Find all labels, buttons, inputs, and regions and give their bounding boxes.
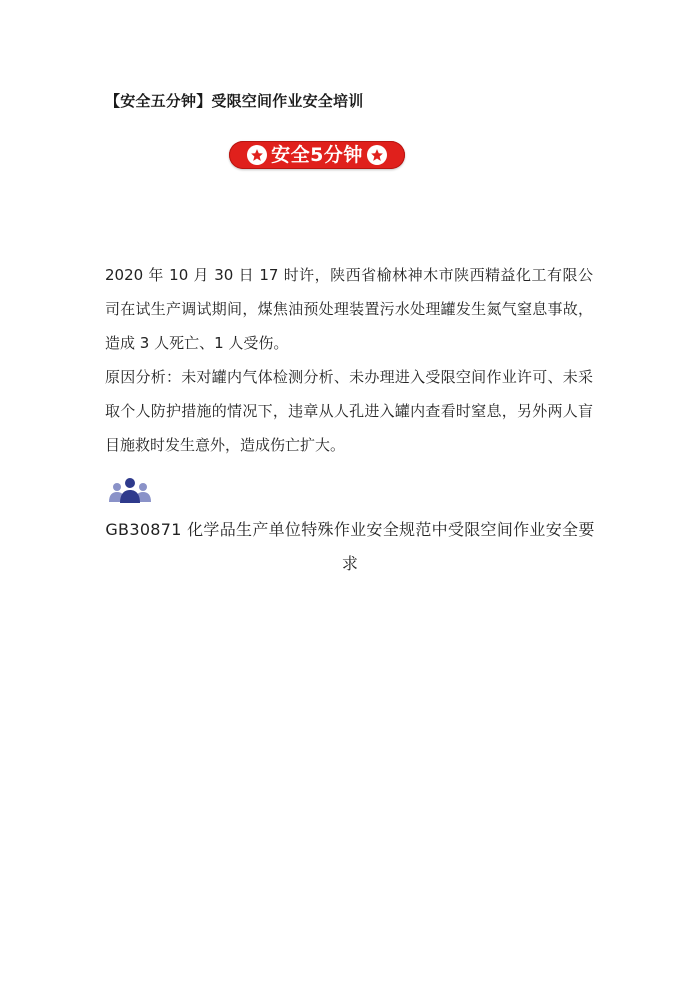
star-icon <box>247 145 267 165</box>
cause-analysis-paragraph: 原因分析：未对罐内气体检测分析、未办理进入受限空间作业许可、未采取个人防护措施的情况下，违章从人孔进入罐内查看时窒息，另外两人盲目施救时发生意外，造成伤亡扩大。 <box>105 368 593 454</box>
document-title: 【安全五分钟】受限空间作业安全培训 <box>105 92 364 110</box>
safety-banner <box>229 141 405 169</box>
body-text <box>105 258 593 462</box>
standard-heading: GB30871 化学品生产单位特殊作业安全规范中受限空间作业安全要求 <box>105 520 595 573</box>
people-group-icon <box>106 476 154 504</box>
banner-label: 安全5分钟 <box>271 144 363 166</box>
star-icon <box>367 145 387 165</box>
incident-paragraph: 2020 年 10 月 30 日 17 时许，陕西省榆林神木市陕西精益化工有限公司在试生产调试期间，煤焦油预处理装置污水处理罐发生氮气窒息事故，造成 3 人死亡、1 人受伤。 <box>105 266 593 352</box>
